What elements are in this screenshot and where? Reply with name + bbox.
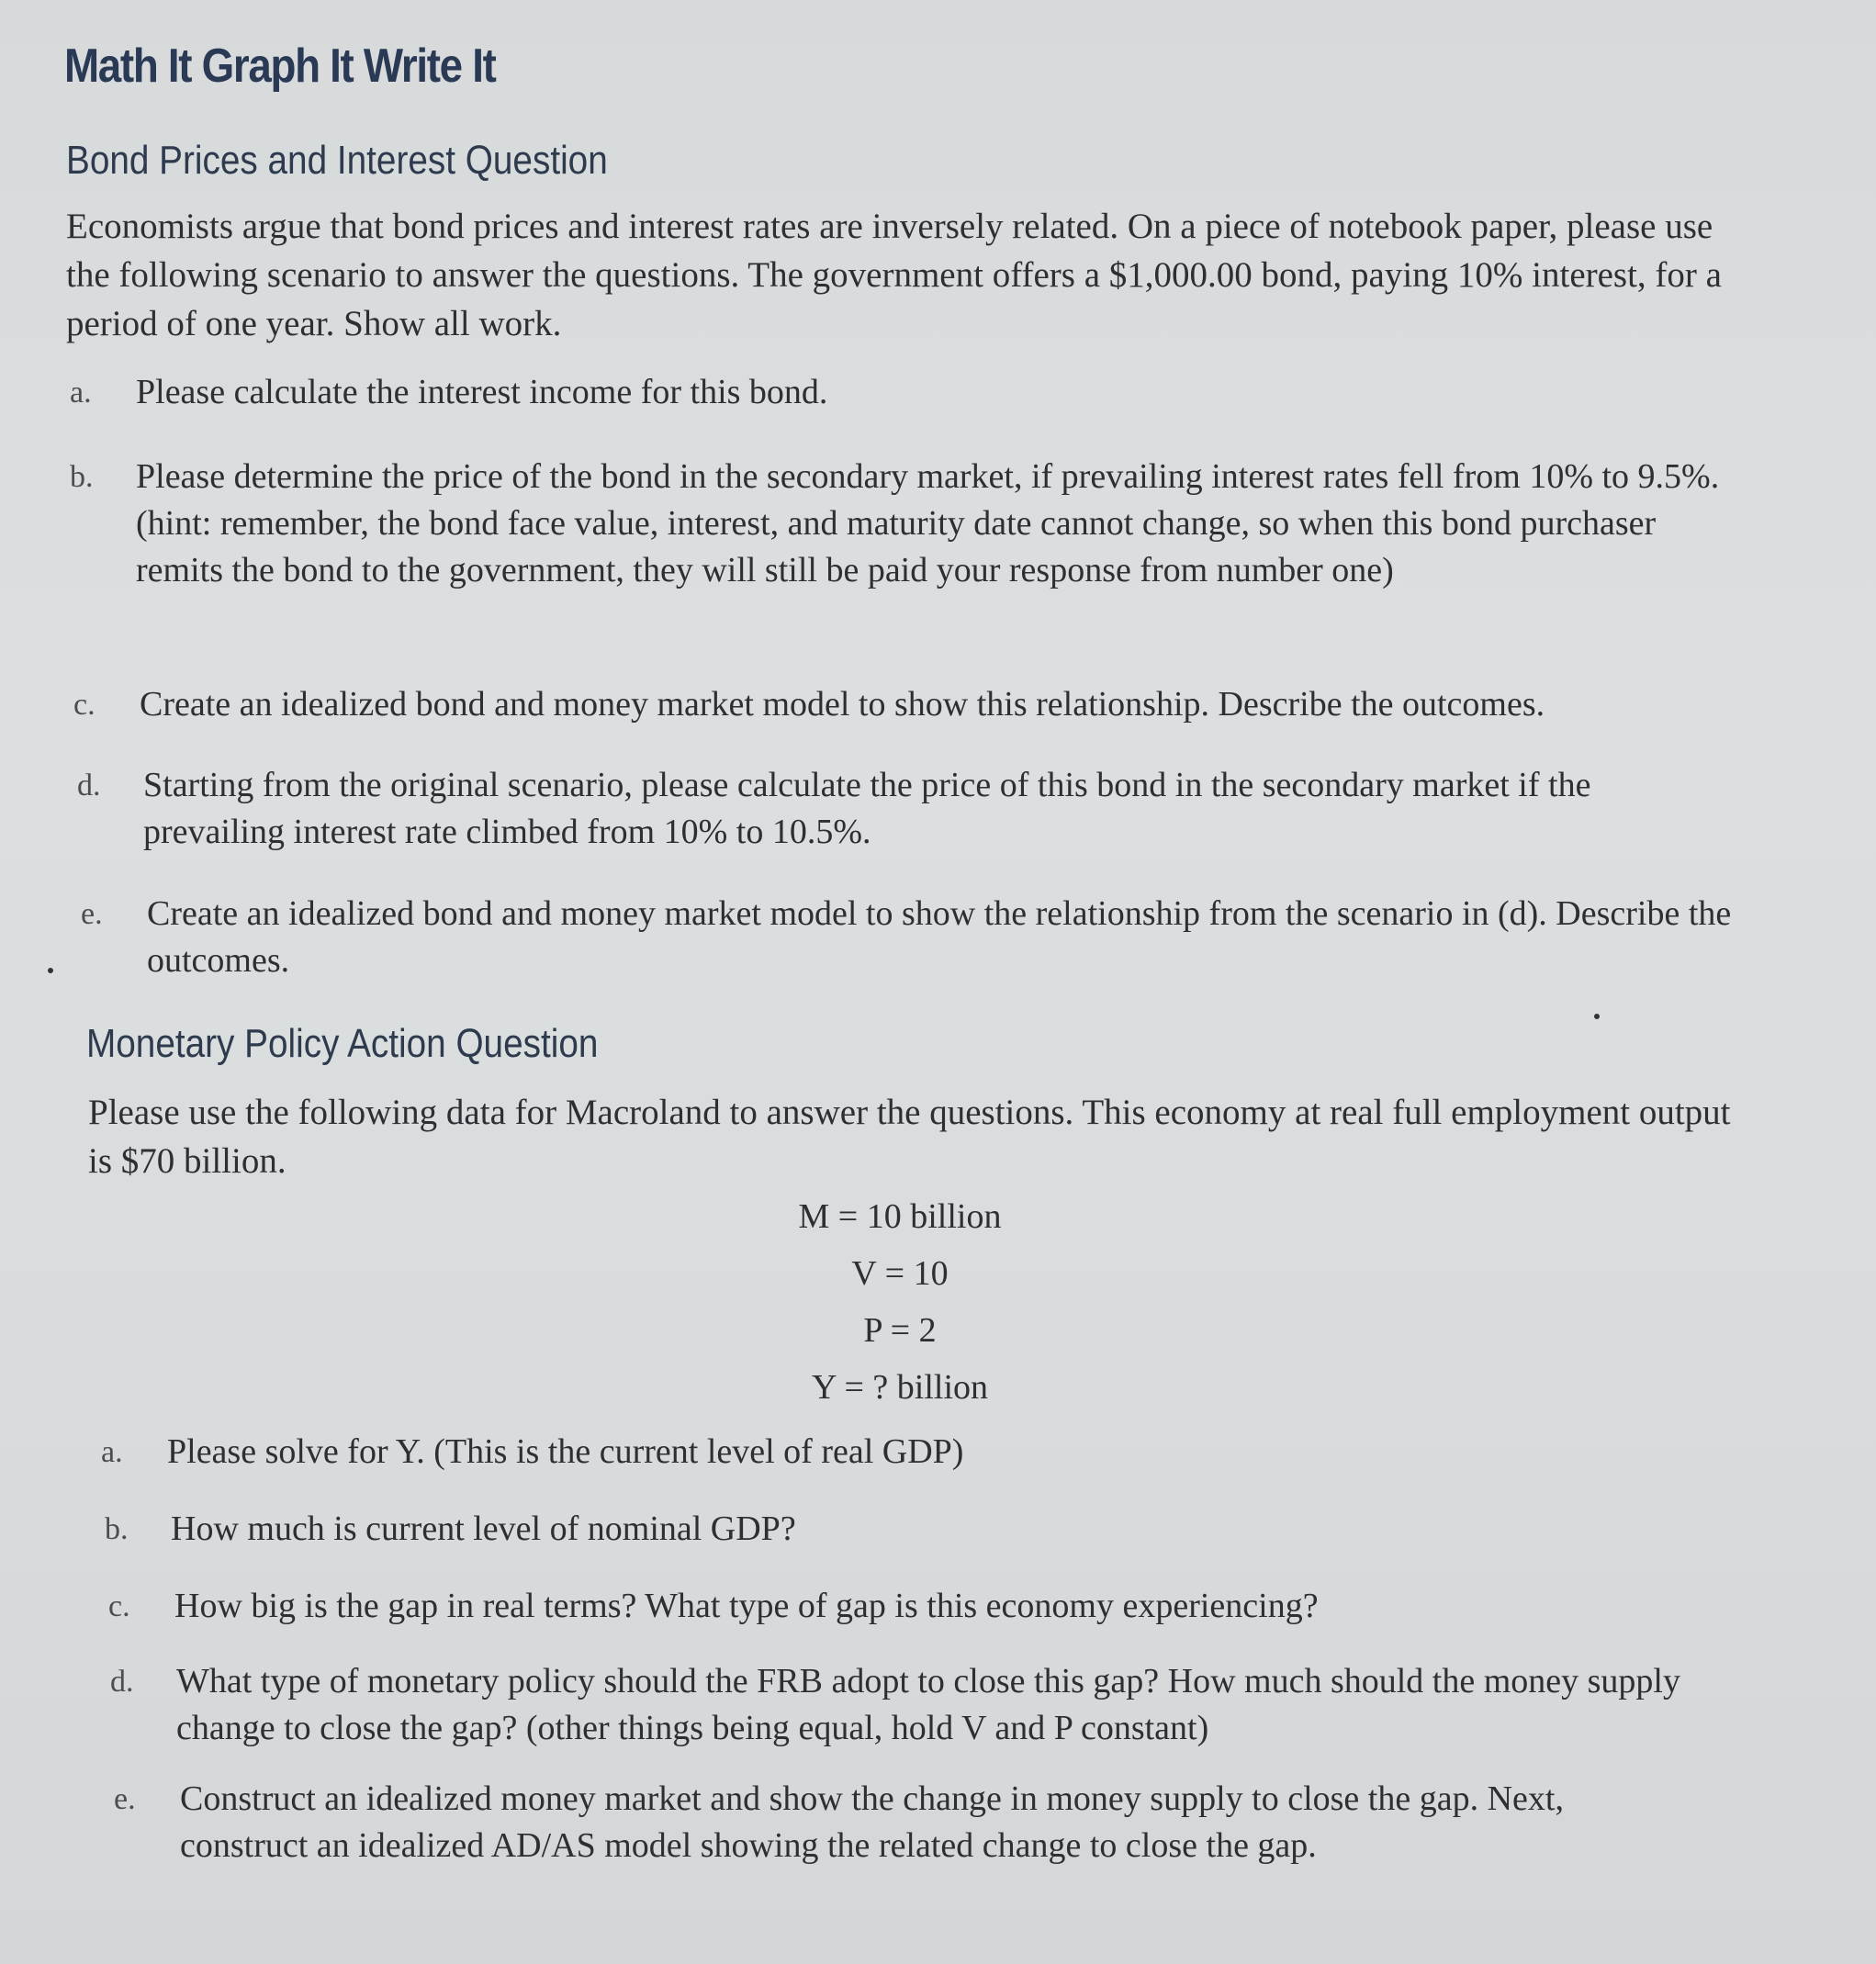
print-speck [48, 968, 53, 973]
question-text: Please determine the price of the bond in the secondary market, if prevailing interest rates fell from 10% to 9.5%. (hint: remember, the bond face value, interest, and maturity date cannot change, so when this bond purchaser remits the bond to the government, they will still be paid your response from number one) [136, 457, 1720, 589]
question-letter: e. [114, 1782, 136, 1816]
bond-question-d [77, 762, 1739, 856]
question-text: Create an idealized bond and money market model to show this relationship. Describe the outcomes. [140, 685, 1545, 724]
monetary-question-d [110, 1658, 1690, 1752]
monetary-question-a [101, 1429, 1736, 1476]
question-letter: a. [70, 376, 92, 410]
question-letter: d. [110, 1665, 134, 1699]
monetary-question-c [108, 1583, 1734, 1630]
bond-intro-paragraph: Economists argue that bond prices and interest rates are inversely related. On a piece of notebook paper, please use the following scenario to answer the questions. The government offers a $1,000.00 bond, paying 10% interest, for a period of one year. Show all work. [66, 207, 1722, 343]
print-speck [1594, 1014, 1600, 1019]
question-text: What type of monetary policy should the FRB adopt to close this gap? How much should the money supply change to close the gap? (other things being equal, hold V and P constant) [176, 1662, 1680, 1747]
question-letter: c. [73, 688, 95, 722]
bond-question-a [70, 369, 1741, 416]
question-text: Starting from the original scenario, please calculate the price of this bond in the secondary market if the prevailing interest rate climbed from 10% to 10.5%. [143, 766, 1591, 851]
question-text: Create an idealized bond and money market model to show the relationship from the scenario in (d). Describe the outcomes. [147, 894, 1732, 980]
question-letter: c. [108, 1589, 130, 1623]
question-text: Please solve for Y. (This is the current level of real GDP) [167, 1432, 964, 1471]
monetary-intro-paragraph: Please use the following data for Macroland to answer the questions. This economy at real full employment output is $70 billion. [88, 1093, 1731, 1181]
bond-question-b [70, 454, 1741, 594]
equation-velocity: V = 10 [851, 1254, 949, 1293]
equation-price-level: P = 2 [863, 1311, 937, 1350]
equation-money-supply: M = 10 billion [798, 1197, 1002, 1236]
equation-output: Y = ? billion [811, 1368, 989, 1407]
question-text: Please calculate the interest income for this bond. [136, 373, 828, 411]
bond-question-e [81, 891, 1734, 984]
question-text: How much is current level of nominal GDP? [171, 1509, 796, 1548]
question-letter: b. [70, 460, 94, 494]
question-letter: b. [105, 1512, 129, 1546]
page-title: Math It Graph It Write It [64, 39, 496, 93]
question-letter: e. [81, 897, 103, 931]
monetary-section-title: Monetary Policy Action Question [86, 1021, 599, 1066]
question-letter: d. [77, 769, 101, 802]
monetary-question-b [105, 1506, 1736, 1553]
question-letter: a. [101, 1435, 123, 1469]
bond-question-c [73, 681, 1745, 728]
monetary-question-e [114, 1776, 1693, 1869]
question-text: Construct an idealized money market and show the change in money supply to close the gap. Next, construct an idealized AD/AS model showing the related change to close the gap. [180, 1779, 1564, 1865]
bond-section-title: Bond Prices and Interest Question [66, 138, 608, 183]
question-text: How big is the gap in real terms? What type of gap is this economy experiencing? [174, 1587, 1319, 1625]
